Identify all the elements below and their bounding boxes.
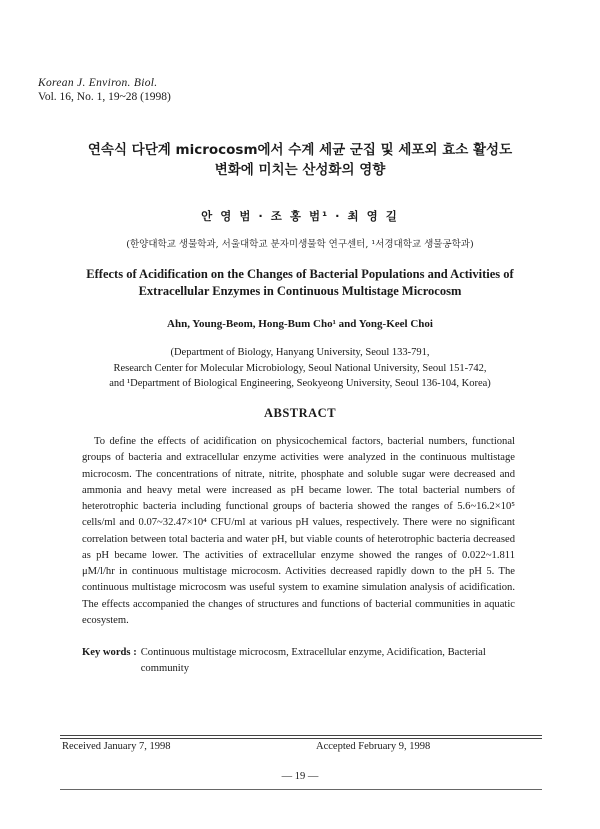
page-number: — 19 — [281, 771, 319, 782]
korean-affiliation: (한양대학교 생물학과, 서울대학교 분자미생물학 연구센터, ¹서경대학교 생물공학과) [126, 239, 474, 250]
keywords [82, 645, 515, 677]
keywords-label: Key words : [82, 647, 137, 658]
english-affiliation-line3: and ¹Department of Biological Engineering, Seokyeong University, Seoul 136-104, Korea) [109, 378, 491, 389]
abstract-text: To define the effects of acidification on physicochemical factors, bacterial numbers, functional groups of bacteria and extracellular enzyme activities were analyzed in the continuous multistage microcosm. The concentrations of nitrate, nitrite, phosphate and soluble sugar were decreased and ammonia and heavy metal were increased as pH became lower. The total bacterial numbers of heterotrophic bacteria including functional groups of bacteria showed the ranges of 5.6~16.2×10⁵ cells/ml and 0.07~32.47×10⁴ CFU/ml at various pH values, respectively. There were no significant correlation between total bacteria and water pH, but viable counts of heterotrophic bacteria decreased as pH became lower. The activities of extracellular enzyme showed the ranges of 0.022~1.811 μM/l/hr in continuous multistage microcosm. Activities decreased rapidly down to the pH 5. The continuous multistage microcosm was useful system to examine simulation analysis of acidification. The effects accompanied the changes of structures and functions of bacterial communities in aquatic ecosystem. [82, 436, 515, 626]
english-title-line2: Extracellular Enzymes in Continuous Multistage Microcosm [138, 284, 462, 298]
korean-title-line1: 연속식 다단계 microcosm에서 수계 세균 군집 및 세포외 효소 활성도 [87, 142, 513, 158]
journal-name: Korean J. Environ. Biol. [38, 77, 158, 89]
footer-divider-thin [60, 738, 542, 739]
accepted-date: Accepted February 9, 1998 [316, 741, 431, 752]
english-affiliation-line2: Research Center for Molecular Microbiology, Seoul National University, Seoul 151-742, [113, 362, 487, 374]
korean-authors: 안 영 범 · 조 홍 범¹ · 최 영 길 [201, 209, 399, 223]
english-authors: Ahn, Young-Beom, Hong-Bum Cho¹ and Yong-Keel Choi [167, 318, 433, 330]
english-title [40, 266, 560, 300]
keywords-text: Continuous multistage microcosm, Extracellular enzyme, Acidification, Bacterial community [140, 647, 486, 674]
footer-divider [60, 735, 542, 736]
english-affiliation [40, 345, 560, 392]
korean-title-line2: 변화에 미치는 산성화의 영향 [214, 162, 386, 178]
abstract-heading: ABSTRACT [263, 406, 337, 420]
journal-volume: Vol. 16, No. 1, 19~28 (1998) [38, 91, 171, 103]
bottom-divider [60, 789, 542, 790]
korean-title [40, 140, 560, 180]
received-date: Received January 7, 1998 [62, 741, 171, 752]
journal-citation [38, 76, 171, 104]
english-affiliation-line1: (Department of Biology, Hanyang University, Seoul 133-791, [170, 347, 430, 358]
english-title-line1: Effects of Acidification on the Changes of Bacterial Populations and Activities of [86, 267, 514, 281]
